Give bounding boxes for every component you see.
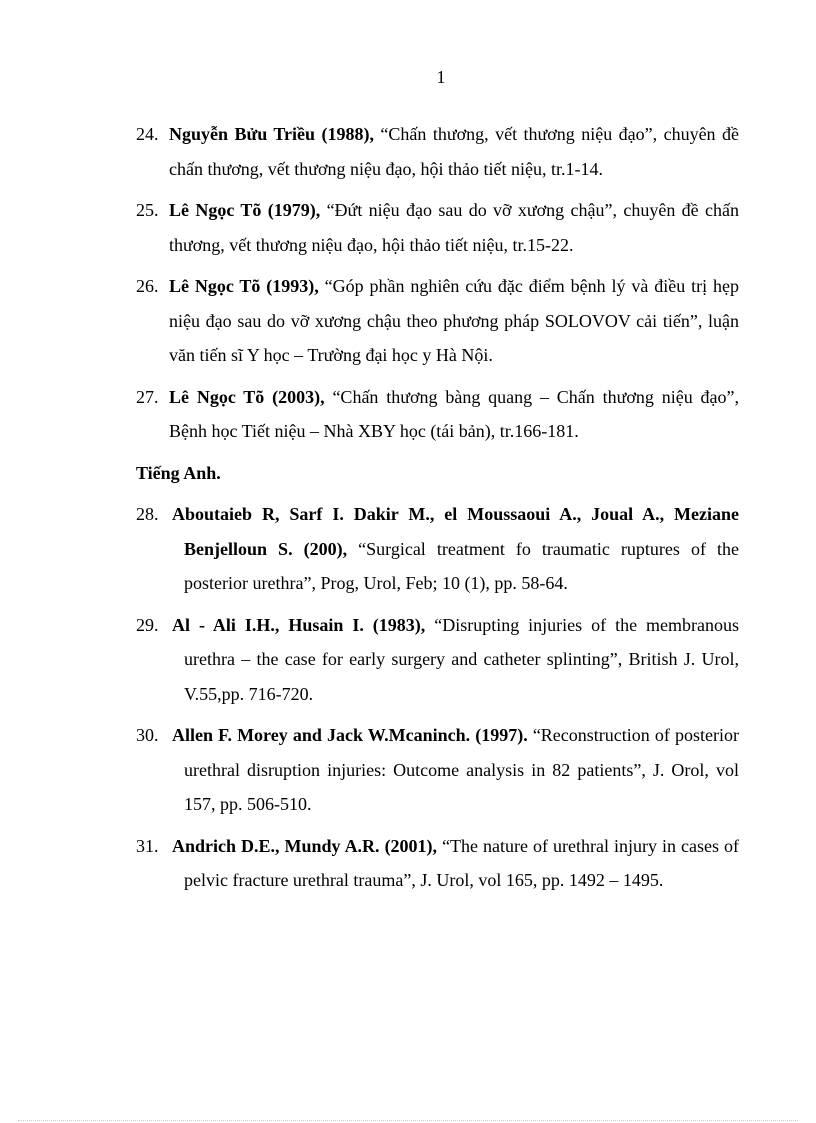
reference-item-28 [136, 497, 739, 601]
page-number: 1 [436, 67, 446, 87]
reference-authors: Nguyễn Bửu Triều (1988), [169, 124, 374, 144]
reference-number: 24. [136, 124, 159, 144]
reference-number: 26. [136, 276, 159, 296]
reference-details: “The nature of urethral injury in cases of pelvic fracture urethral trauma”, J. Urol, vol 165, pp. 1492 – 1495. [184, 835, 739, 890]
reference-authors: Aboutaieb R, Sarf I. Dakir M., el Moussaoui A., Joual A., Meziane Benjelloun S. (200), [172, 504, 739, 559]
reference-number: 27. [136, 386, 159, 407]
reference-authors: Lê Ngọc Tõ (1979), [169, 200, 321, 220]
reference-authors: Lê Ngọc Tõ (1993), [169, 276, 319, 296]
reference-number: 29. [136, 614, 159, 635]
reference-details: “Góp phần nghiên cứu đặc điểm bệnh lý và điều trị hẹp niệu đạo sau do vỡ xương chậu theo phương pháp SOLOVOV cải tiến”, luận văn tiến sĩ Y học – Trường đại học y Hà Nội. [169, 276, 739, 365]
reference-item-31 [136, 829, 739, 898]
section-heading-english: Tiếng Anh. [136, 462, 221, 483]
reference-item-24 [136, 117, 739, 186]
reference-item-25 [136, 193, 739, 262]
reference-authors: Allen F. Morey and Jack W.Mcaninch. (1997). [172, 725, 528, 745]
reference-details: “Chấn thương, vết thương niệu đạo”, chuyên đề chấn thương, vết thương niệu đạo, hội thảo tiết niệu, tr.1-14. [169, 124, 739, 179]
reference-item-29 [136, 608, 739, 712]
reference-number: 31. [136, 835, 159, 856]
reference-item-30 [136, 718, 739, 822]
reference-item-26 [136, 269, 739, 373]
reference-item-27 [136, 380, 739, 449]
reference-number: 25. [136, 200, 159, 220]
reference-number: 28. [136, 504, 159, 524]
reference-number: 30. [136, 725, 159, 745]
reference-details: “Đứt niệu đạo sau do vỡ xương chậu”, chuyên đề chấn thương, vết thương niệu đạo, hội thảo tiết niệu, tr.15-22. [169, 200, 739, 255]
reference-authors: Lê Ngọc Tõ (2003), [169, 386, 325, 407]
reference-details: “Disrupting injuries of the membranous urethra – the case for early surgery and catheter splinting”, British J. Urol, V.55,pp. 716-720. [184, 614, 739, 704]
reference-authors: Andrich D.E., Mundy A.R. (2001), [172, 835, 438, 856]
page-bottom-divider [18, 1120, 798, 1121]
reference-list [136, 117, 739, 905]
reference-details: “Reconstruction of posterior urethral disruption injuries: Outcome analysis in 82 patients”, J. Orol, vol 157, pp. 506-510. [184, 725, 739, 814]
reference-details: “Surgical treatment fo traumatic ruptures of the posterior urethra”, Prog, Urol, Feb; 10 (1), pp. 58-64. [184, 538, 739, 593]
reference-details: “Chấn thương bàng quang – Chấn thương niệu đạo”, Bệnh học Tiết niệu – Nhà XBY học (tái bản), tr.166-181. [169, 386, 739, 441]
reference-authors: Al - Ali I.H., Husain I. (1983), [172, 614, 426, 635]
